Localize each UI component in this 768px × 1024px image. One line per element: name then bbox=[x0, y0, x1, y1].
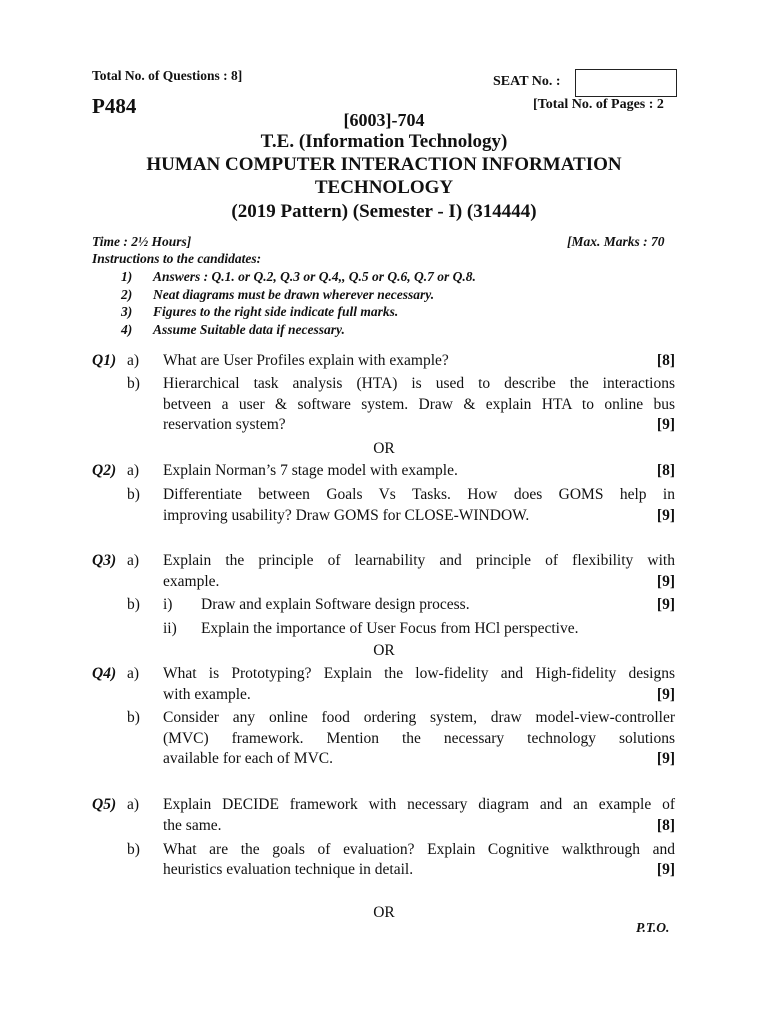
time-label: Time : 2½ Hours] bbox=[92, 234, 192, 249]
question-text: Differentiate between Goals Vs Tasks. How does GOMS help in bbox=[163, 486, 675, 503]
question-number: Q2) bbox=[92, 462, 117, 479]
instruction-num: 2) bbox=[121, 287, 133, 302]
part-label: b) bbox=[127, 596, 140, 613]
instruction-text: Neat diagrams must be drawn wherever necessary. bbox=[153, 287, 435, 302]
marks: [9] bbox=[656, 573, 675, 590]
part-label: b) bbox=[127, 841, 140, 858]
question-text: the same. bbox=[163, 817, 222, 834]
part-label: a) bbox=[127, 462, 140, 479]
question-text: Draw and explain Software design process. bbox=[201, 596, 470, 613]
question-text: What are User Profiles explain with example? bbox=[163, 352, 449, 369]
question-text: available for each of MVC. bbox=[163, 750, 334, 767]
instruction-num: 4) bbox=[121, 322, 133, 337]
question-text: (MVC) framework. Mention the necessary technology solutions bbox=[163, 730, 675, 747]
marks: [8] bbox=[656, 817, 675, 834]
question-text: Explain the importance of User Focus from HCl perspective. bbox=[201, 620, 579, 637]
total-pages: [Total No. of Pages : 2 bbox=[533, 97, 664, 112]
marks: [9] bbox=[656, 416, 675, 433]
subject-line-1: HUMAN COMPUTER INTERACTION INFORMATION bbox=[146, 154, 622, 175]
question-number: Q1) bbox=[92, 352, 117, 369]
pto-label: P.T.O. bbox=[636, 920, 670, 935]
instructions-title: Instructions to the candidates: bbox=[92, 251, 262, 266]
marks: [9] bbox=[656, 686, 675, 703]
subject-line-2: TECHNOLOGY bbox=[314, 177, 454, 198]
part-label: a) bbox=[127, 552, 140, 569]
question-text: example. bbox=[163, 573, 220, 590]
instruction-num: 3) bbox=[121, 304, 133, 319]
part-label: a) bbox=[127, 796, 140, 813]
instruction-text: Figures to the right side indicate full marks. bbox=[153, 304, 399, 319]
marks: [9] bbox=[656, 507, 675, 524]
total-questions: Total No. of Questions : 8] bbox=[92, 68, 243, 83]
max-marks: [Max. Marks : 70 bbox=[567, 234, 665, 249]
seat-no-box[interactable] bbox=[575, 69, 677, 97]
question-number: Q5) bbox=[92, 796, 117, 813]
question-text: heuristics evaluation technique in detail. bbox=[163, 861, 414, 878]
or-separator: OR bbox=[373, 642, 395, 659]
question-text: Hierarchical task analysis (HTA) is used to describe the interactions bbox=[163, 375, 675, 392]
marks: [9] bbox=[656, 750, 675, 767]
instruction-num: 1) bbox=[121, 269, 133, 284]
part-label: a) bbox=[127, 352, 140, 369]
exam-code: [6003]-704 bbox=[343, 110, 425, 130]
question-number: Q3) bbox=[92, 552, 117, 569]
question-text: reservation system? bbox=[163, 416, 286, 433]
question-text: Explain Norman’s 7 stage model with example. bbox=[163, 462, 458, 479]
question-text: Explain DECIDE framework with necessary diagram and an example of bbox=[163, 796, 675, 813]
marks: [8] bbox=[656, 352, 675, 369]
question-text: What is Prototyping? Explain the low-fidelity and High-fidelity designs bbox=[163, 665, 675, 682]
or-separator: OR bbox=[373, 904, 395, 921]
subpart-label: ii) bbox=[163, 620, 177, 637]
marks: [8] bbox=[656, 462, 675, 479]
question-text: What are the goals of evaluation? Explain Cognitive walkthrough and bbox=[163, 841, 675, 858]
part-label: b) bbox=[127, 709, 140, 726]
part-label: b) bbox=[127, 486, 140, 503]
question-number: Q4) bbox=[92, 665, 117, 682]
question-text: Explain the principle of learnability and principle of flexibility with bbox=[163, 552, 675, 569]
marks: [9] bbox=[656, 596, 675, 613]
part-label: b) bbox=[127, 375, 140, 392]
question-text: with example. bbox=[163, 686, 251, 703]
or-separator: OR bbox=[373, 440, 395, 457]
pattern-line: (2019 Pattern) (Semester - I) (314444) bbox=[231, 201, 537, 222]
subpart-label: i) bbox=[163, 596, 173, 613]
course-title: T.E. (Information Technology) bbox=[260, 131, 508, 152]
instruction-text: Answers : Q.1. or Q.2, Q.3 or Q.4,, Q.5 or Q.6, Q.7 or Q.8. bbox=[153, 269, 476, 284]
seat-no-label: SEAT No. : bbox=[493, 74, 561, 89]
question-text: Consider any online food ordering system, draw model-view-controller bbox=[163, 709, 675, 726]
paper-code: P484 bbox=[92, 94, 137, 118]
question-text: betveen a user & software system. Draw & explain HTA to online bus bbox=[163, 396, 675, 413]
part-label: a) bbox=[127, 665, 140, 682]
question-text: improving usability? Draw GOMS for CLOSE-WINDOW. bbox=[163, 507, 530, 524]
marks: [9] bbox=[656, 861, 675, 878]
instruction-text: Assume Suitable data if necessary. bbox=[153, 322, 345, 337]
